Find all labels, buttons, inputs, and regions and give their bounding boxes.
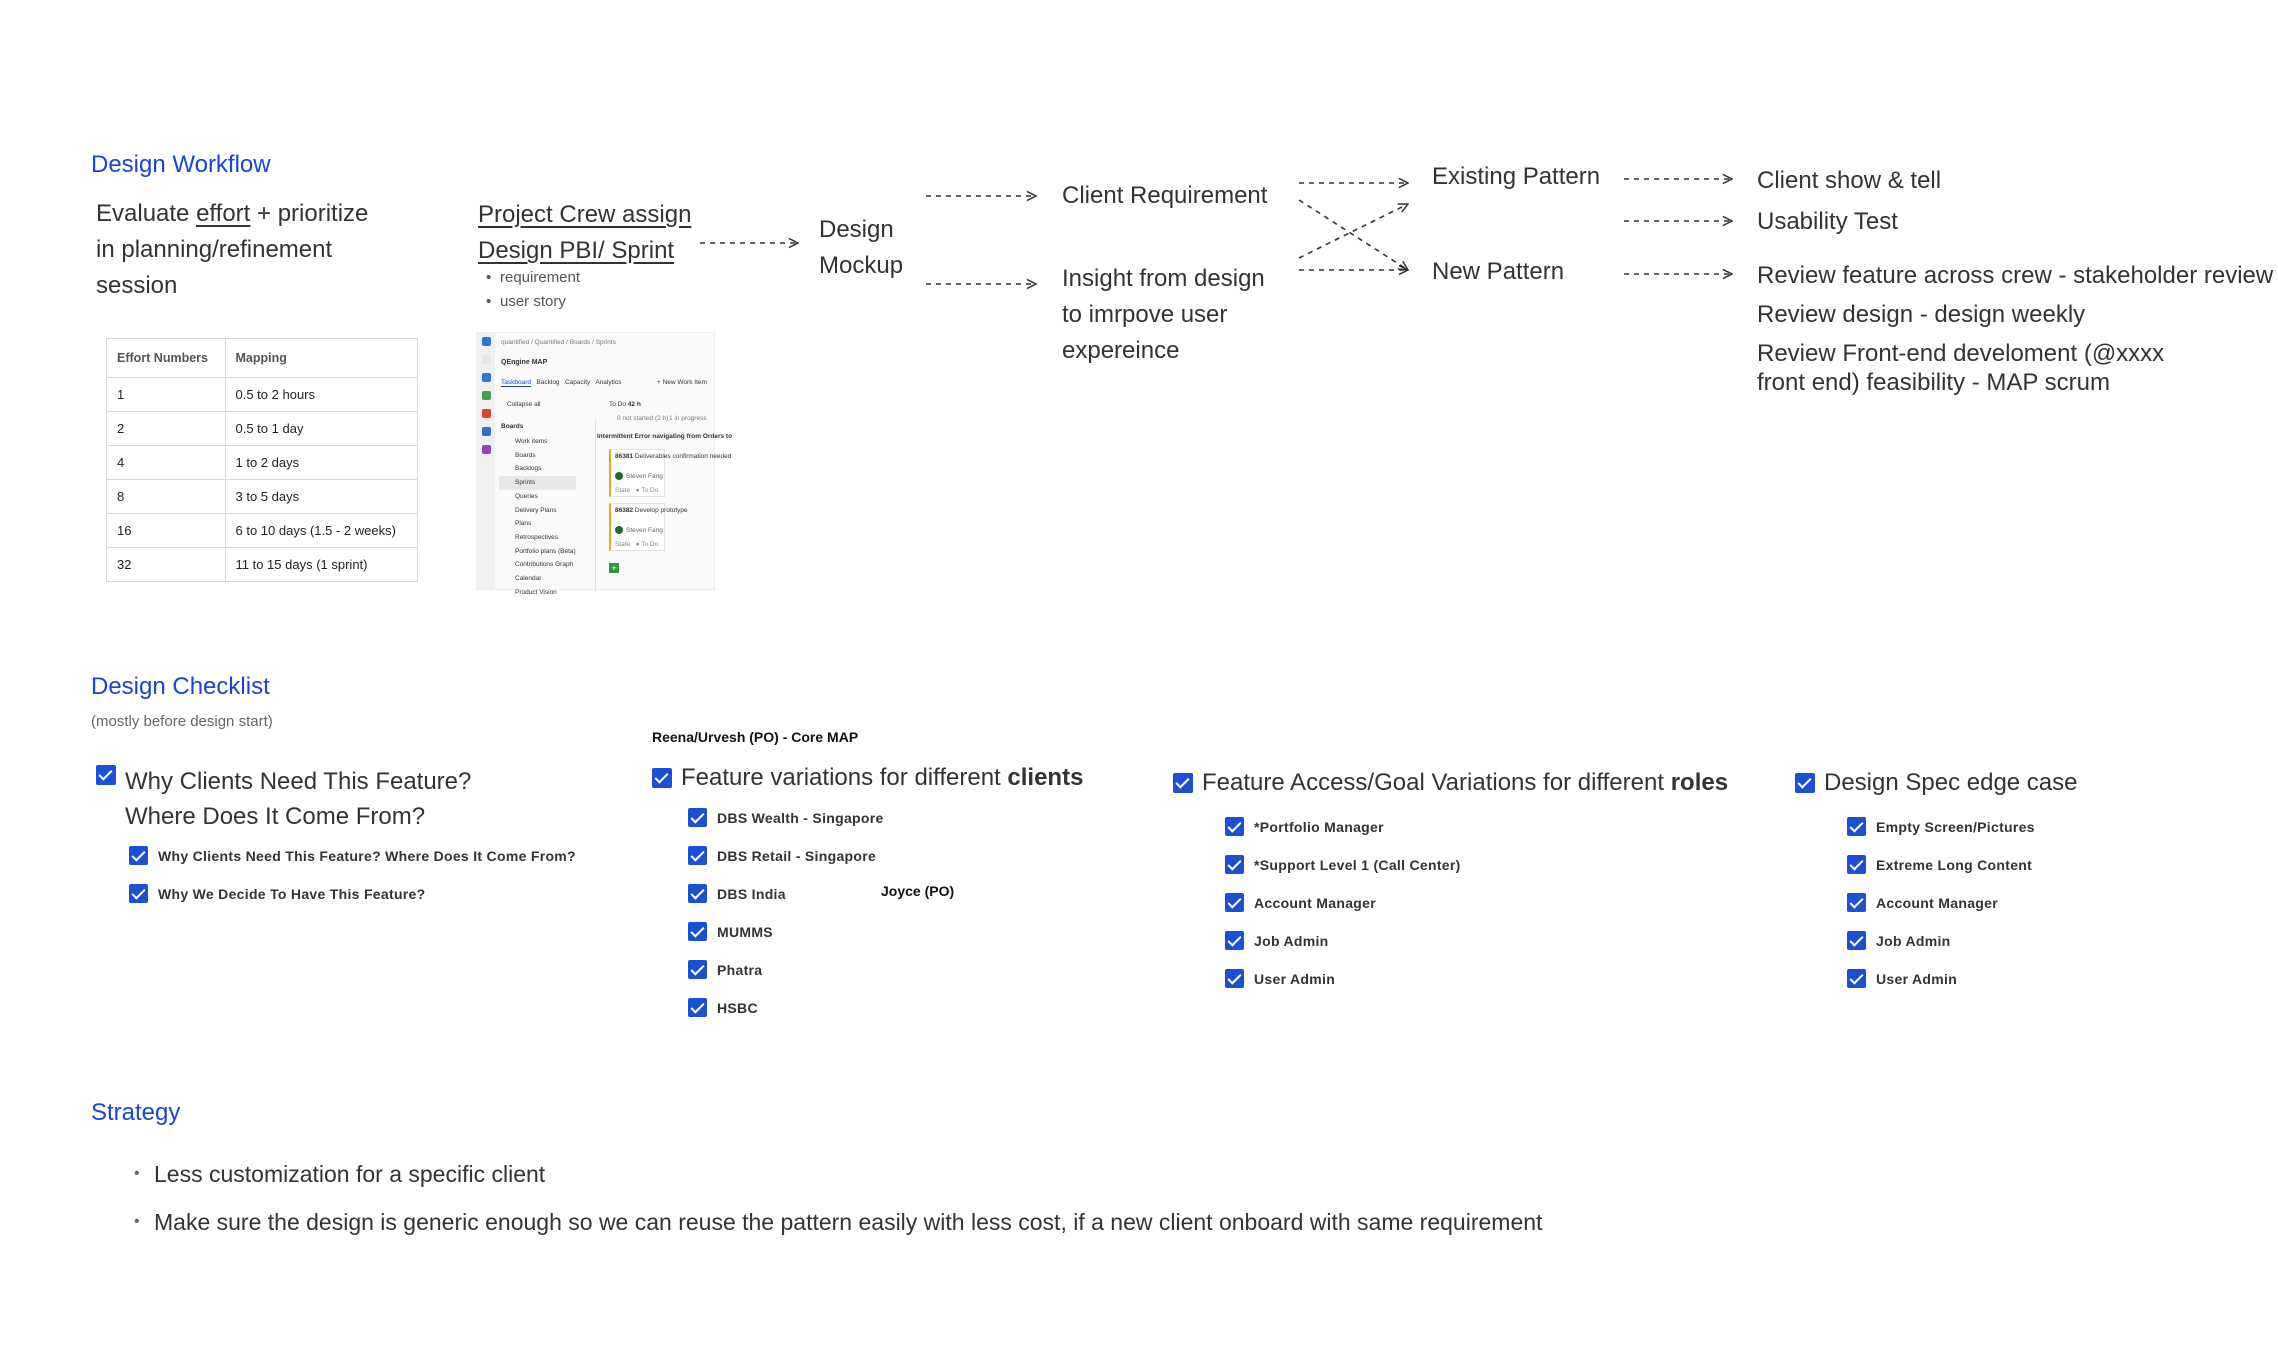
table-row: 8 3 to 5 days <box>107 479 417 513</box>
new-pattern: New Pattern <box>1432 258 1565 285</box>
strategy-title: Strategy <box>91 1099 181 1126</box>
checklist-item[interactable]: *Support Level 1 (Call Center) <box>1225 855 1461 874</box>
design-pbi-link[interactable]: Design PBI/ Sprint <box>478 237 675 264</box>
table-header: Mapping <box>225 339 417 377</box>
client-requirement: Client Requirement <box>1062 182 1268 209</box>
table-header: Effort Numbers <box>107 339 225 377</box>
menu-item[interactable]: Product Vision <box>515 588 557 596</box>
client-show-tell: Client show & tell <box>1757 167 1942 194</box>
menu-item[interactable]: Boards <box>515 451 536 459</box>
error-item-title: Intermittent Error navigating from Orders to <box>597 433 733 440</box>
checklist-col1-checkbox[interactable] <box>96 765 116 785</box>
checklist-item[interactable]: *Portfolio Manager <box>1225 817 1384 836</box>
menu-item[interactable]: Plans <box>515 520 532 528</box>
menu-item[interactable]: Sprints <box>499 476 576 490</box>
list-item: • Make sure the design is generic enough so we can reuse the pattern easily with less cost, if a new client onboard with same requirement <box>132 1198 1542 1246</box>
checklist-subtitle: (mostly before design start) <box>91 713 273 730</box>
menu-item[interactable]: Queries <box>515 492 538 500</box>
checklist-item[interactable]: Job Admin <box>1847 931 1951 950</box>
checklist-item[interactable]: DBS India <box>688 884 786 903</box>
menu-item[interactable]: Portfolio plans (Beta) <box>515 547 576 555</box>
checklist-title: Design Checklist <box>91 673 270 700</box>
checklist-col3-title: Feature Access/Goal Variations for different roles <box>1202 769 1729 796</box>
list-item: • requirement <box>486 266 580 290</box>
menu-item[interactable]: Retrospectives <box>515 533 558 541</box>
checklist-col2-title: Feature variations for different clients <box>681 764 1084 791</box>
tab-backlog[interactable]: Backlog <box>536 379 560 386</box>
menu-item[interactable]: Backlogs <box>515 465 542 473</box>
table-row: 16 6 to 10 days (1.5 - 2 weeks) <box>107 513 417 547</box>
tab-taskboard[interactable]: Taskboard <box>501 379 531 386</box>
review-frontend: Review Front-end develoment (@xxxx front end) feasibility - MAP scrum <box>1757 340 2165 396</box>
sprint-board-screenshot: quantified / Quantified / Boards / Sprints QEngine MAP Taskboard Backlog Capacity Analytics + New Work Item Collapse all To Do 42 h 0 not started (2 h) 1 in progress Boards Work items Boards Backlogs Sprints Queries Delivery Plans Plans Retrospectives Portfolio plans (Beta) Contributions Graph Calendar Product Vision Intermittent Error navigating from Orders to 86381 Deliverables confirmation needed Steven Fang State ● To Do 86382 Develop prototype Steven Fang State ● To Do + <box>476 332 715 590</box>
checklist-item[interactable]: MUMMS <box>688 922 773 941</box>
table-row: 32 11 to 15 days (1 sprint) <box>107 547 417 581</box>
checklist-item[interactable]: DBS Retail - Singapore <box>688 846 876 865</box>
task-card[interactable]: 86382 Develop prototype Steven Fang State ● To Do <box>609 503 665 551</box>
new-work-item-button[interactable]: + New Work Item <box>657 379 707 386</box>
task-card[interactable]: 86381 Deliverables confirmation needed Steven Fang State ● To Do <box>609 449 665 497</box>
arrow-requirement-to-new <box>1299 200 1408 270</box>
arrow-insight-to-existing <box>1299 204 1408 258</box>
workflow-title: Design Workflow <box>91 151 271 178</box>
po-tag: Reena/Urvesh (PO) - Core MAP <box>652 729 859 745</box>
effort-link[interactable]: effort <box>196 200 251 227</box>
existing-pattern: Existing Pattern <box>1432 163 1601 190</box>
checklist-item[interactable]: Account Manager <box>1225 893 1376 912</box>
table-row: 2 0.5 to 1 day <box>107 411 417 445</box>
table-row: 4 1 to 2 days <box>107 445 417 479</box>
checklist-item[interactable]: Empty Screen/Pictures <box>1847 817 2035 836</box>
design-mockup: Design Mockup <box>819 216 904 279</box>
checklist-col4-checkbox[interactable] <box>1795 773 1815 793</box>
strategy-list <box>132 1150 1542 1246</box>
list-item: • Less customization for a specific client <box>132 1150 1542 1198</box>
usability-test: Usability Test <box>1757 208 1898 235</box>
evaluate-text: Evaluate effort + prioritize in planning/refinement session <box>96 200 369 299</box>
po-tag-joyce: Joyce (PO) <box>881 883 955 899</box>
insight-from-design: Insight from design to imrpove user expereince <box>1062 265 1265 364</box>
menu-item[interactable]: Work items <box>515 438 548 445</box>
project-name: QEngine MAP <box>501 359 548 366</box>
menu-item[interactable]: Contributions Graph <box>515 561 574 569</box>
checklist-item[interactable]: Phatra <box>688 960 762 979</box>
checklist-col4-title: Design Spec edge case <box>1824 769 2078 796</box>
add-task-icon[interactable]: + <box>609 563 619 573</box>
checklist-item[interactable]: Why We Decide To Have This Feature? <box>129 884 425 903</box>
menu-item[interactable]: Calendar <box>515 575 542 583</box>
list-item: • user story <box>486 290 580 314</box>
tab-capacity[interactable]: Capacity <box>564 379 591 386</box>
checklist-col1-title: Why Clients Need This Feature? Where Does It Come From? <box>125 768 472 830</box>
checklist-item[interactable]: Why Clients Need This Feature? Where Does It Come From? <box>129 846 576 865</box>
checklist-item[interactable]: Extreme Long Content <box>1847 855 2032 874</box>
tab-analytics[interactable]: Analytics <box>595 379 622 386</box>
checklist-item[interactable]: User Admin <box>1847 969 1957 988</box>
checklist-item[interactable]: HSBC <box>688 998 758 1017</box>
checklist-item[interactable]: Job Admin <box>1225 931 1329 950</box>
collapse-all-button[interactable]: Collapse all <box>507 401 541 408</box>
checklist-col2-checkbox[interactable] <box>652 768 672 788</box>
table-row: 1 0.5 to 2 hours <box>107 377 417 411</box>
checklist-item[interactable]: DBS Wealth - Singapore <box>688 808 884 827</box>
checklist-col3-checkbox[interactable] <box>1173 773 1193 793</box>
crew-assign-link[interactable]: Project Crew assign <box>478 201 692 228</box>
review-design: Review design - design weekly <box>1757 301 2086 328</box>
review-feature: Review feature across crew - stakeholder review <box>1757 262 2274 289</box>
checklist-item[interactable]: Account Manager <box>1847 893 1998 912</box>
menu-item[interactable]: Delivery Plans <box>515 506 557 514</box>
checklist-item[interactable]: User Admin <box>1225 969 1335 988</box>
